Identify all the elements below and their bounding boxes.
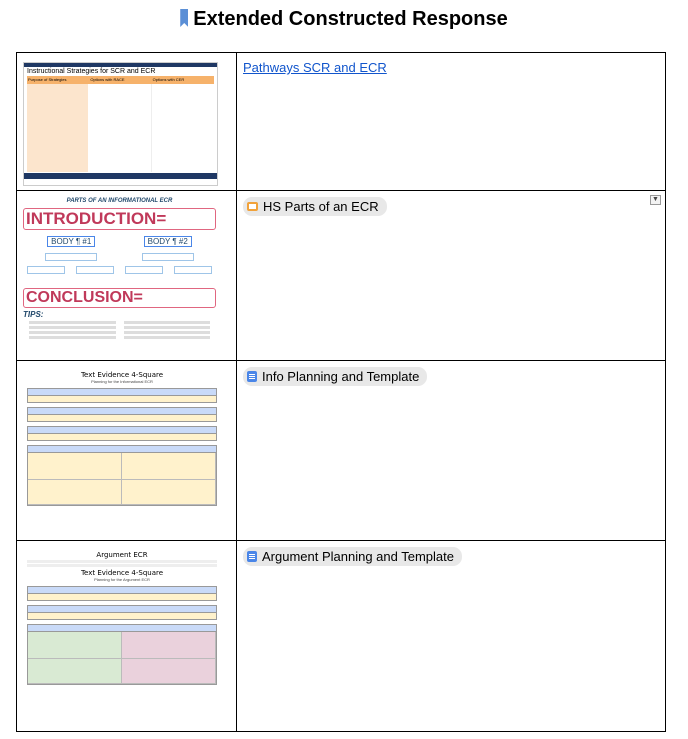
table-row: [17, 361, 666, 541]
thumb-heading-2: Text Evidence 4-Square: [80, 569, 164, 577]
resource-table: [16, 52, 666, 732]
thumb-header: Instructional Strategies for SCR and ECR: [27, 68, 156, 75]
thumb-heading-1: Argument ECR: [96, 551, 148, 559]
thumb-heading: PARTS OF AN INFORMATIONAL ECR: [66, 198, 173, 204]
info-planning-chip[interactable]: [243, 367, 427, 386]
link-cell: [237, 191, 666, 361]
thumb-sub: Planning for the Argument ECR: [94, 577, 150, 582]
thumb-col-3: Options with CER: [152, 76, 214, 84]
thumb-heading: Text Evidence 4-Square: [80, 371, 164, 379]
parts-ecr-chip[interactable]: [243, 197, 387, 216]
thumb-col-1: Purpose of Strategies: [27, 76, 89, 84]
table-row: [17, 191, 666, 361]
link-cell: [237, 361, 666, 541]
link-cell: [237, 541, 666, 732]
chip-label: Info Planning and Template: [262, 369, 420, 384]
chip-label: Argument Planning and Template: [262, 549, 454, 564]
thumb-body-1: BODY ¶ #1: [47, 236, 95, 247]
thumbnail-cell: [17, 191, 237, 361]
doc-icon: [247, 551, 257, 562]
thumb-conclusion: CONCLUSION=: [23, 288, 216, 308]
thumbnail-cell: [17, 361, 237, 541]
table-row: [17, 53, 666, 191]
table-row: [17, 541, 666, 732]
page-title: [0, 8, 688, 31]
thumbnail-cell: [17, 541, 237, 732]
chevron-down-icon[interactable]: ▼: [650, 195, 661, 205]
bookmark-icon: [180, 9, 188, 27]
argument-planning-chip[interactable]: [243, 547, 462, 566]
argument-planning-thumbnail[interactable]: [27, 551, 217, 727]
parts-ecr-thumbnail[interactable]: [23, 198, 216, 356]
thumb-tips: TIPS:: [23, 310, 44, 319]
thumbnail-cell: [17, 53, 237, 191]
info-planning-thumbnail[interactable]: [27, 371, 217, 535]
link-cell: [237, 53, 666, 191]
doc-icon: [247, 371, 257, 382]
page-title-text: Extended Constructed Response: [193, 8, 508, 30]
chip-label: HS Parts of an ECR: [263, 199, 379, 214]
slides-icon: [247, 202, 258, 211]
strategies-thumbnail[interactable]: [23, 62, 218, 186]
thumb-col-2: Options with RACE: [89, 76, 151, 84]
thumb-sub: Planning for the Informational ECR: [91, 379, 153, 384]
pathways-link[interactable]: Pathways SCR and ECR: [243, 60, 387, 75]
thumb-body-2: BODY ¶ #2: [144, 236, 192, 247]
thumb-intro: INTRODUCTION=: [23, 208, 216, 230]
